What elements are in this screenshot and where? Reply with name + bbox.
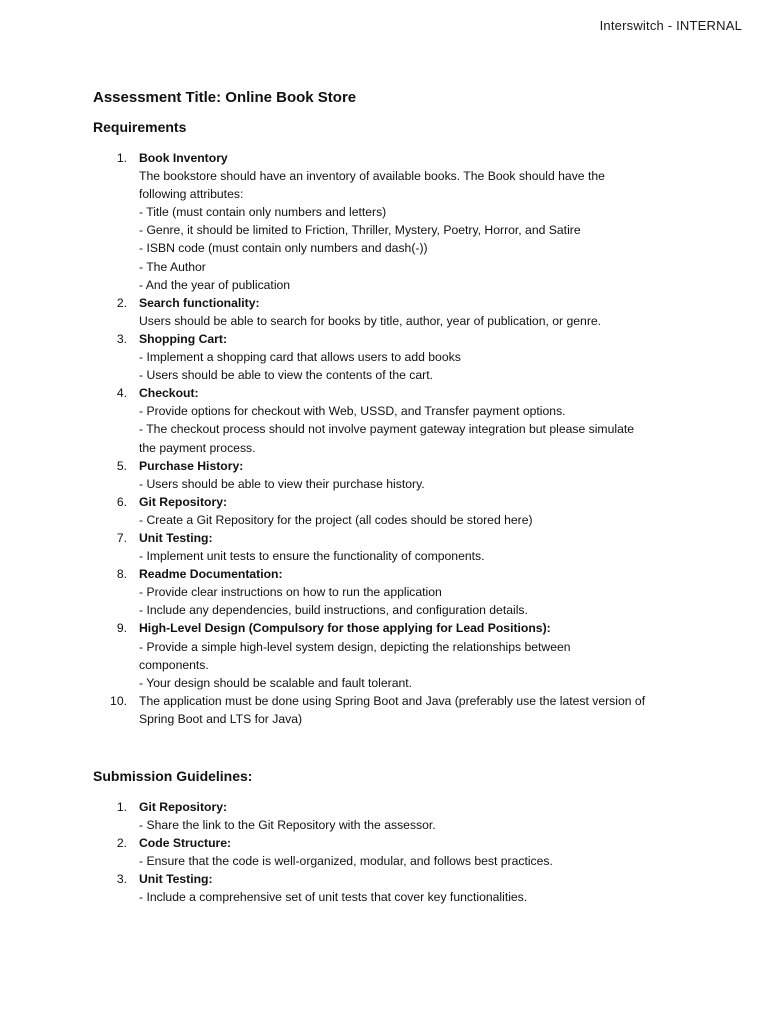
list-item-number: 1. bbox=[116, 800, 127, 814]
list-item-title: Book Inventory bbox=[139, 151, 228, 165]
list-item bbox=[93, 149, 693, 294]
list-item-text: Users should be able to search for books by title, author, year of publication, or genre. bbox=[139, 313, 602, 328]
list-item-number: 9. bbox=[116, 621, 127, 636]
list-item-number: 5. bbox=[116, 458, 127, 473]
list-item-text: - ISBN code (must contain only numbers and dash(-)) bbox=[139, 241, 428, 256]
requirements-list bbox=[93, 149, 693, 728]
list-item bbox=[93, 294, 693, 330]
list-item-title: Git Repository: bbox=[139, 800, 228, 814]
list-item-text: - Create a Git Repository for the project (all codes should be stored here) bbox=[139, 512, 533, 527]
list-item-text: - Provide clear instructions on how to run the application bbox=[139, 585, 442, 600]
list-item-title: Shopping Cart: bbox=[139, 331, 228, 346]
list-item-text: - The checkout process should not involve payment gateway integration but please simulate bbox=[139, 422, 635, 437]
classification-label: Interswitch - INTERNAL bbox=[599, 18, 742, 33]
list-item-text: - And the year of publication bbox=[139, 277, 291, 292]
list-item-text: - Include a comprehensive set of unit tests that cover key functionalities. bbox=[139, 890, 528, 905]
list-item-text: components. bbox=[139, 657, 209, 672]
list-item-text: - Provide a simple high-level system design, depicting the relationships between bbox=[139, 639, 571, 654]
list-item-title: Search functionality: bbox=[139, 295, 260, 310]
list-item bbox=[93, 330, 693, 384]
list-item-text: The bookstore should have an inventory of available books. The Book should have the bbox=[139, 169, 605, 184]
list-item-text: - Users should be able to view the contents of the cart. bbox=[139, 368, 434, 383]
list-item bbox=[93, 798, 693, 834]
list-item-text: - Your design should be scalable and fault tolerant. bbox=[139, 675, 413, 690]
list-item-text: - Users should be able to view their purchase history. bbox=[139, 476, 425, 491]
list-item-text: - Implement unit tests to ensure the functionality of components. bbox=[139, 549, 485, 564]
list-item-text: - Ensure that the code is well-organized, modular, and follows best practices. bbox=[139, 854, 553, 869]
list-item-title: Unit Testing: bbox=[139, 872, 213, 887]
list-item-number: 1. bbox=[116, 151, 127, 165]
list-item bbox=[93, 834, 693, 870]
list-item-text: The application must be done using Spring Boot and Java (preferably use the latest version of bbox=[139, 693, 646, 708]
list-item-title: High-Level Design (Compulsory for those applying for Lead Positions): bbox=[139, 621, 551, 636]
document-page bbox=[93, 88, 693, 907]
list-item bbox=[93, 619, 693, 691]
list-item-number: 8. bbox=[116, 567, 127, 582]
list-item-title: Code Structure: bbox=[139, 836, 232, 851]
list-item-text: - Implement a shopping card that allows users to add books bbox=[139, 350, 461, 365]
list-item-number: 4. bbox=[116, 386, 127, 401]
list-item-text: - Share the link to the Git Repository with the assessor. bbox=[139, 818, 436, 833]
requirements-heading: Requirements bbox=[93, 119, 187, 135]
list-item-number: 3. bbox=[116, 872, 127, 887]
list-item-text: the payment process. bbox=[139, 440, 256, 455]
list-item-number: 3. bbox=[116, 331, 127, 346]
list-item bbox=[93, 384, 693, 456]
list-item-title: Checkout: bbox=[139, 386, 199, 401]
list-item-number: 2. bbox=[116, 836, 127, 851]
list-item-text: - The Author bbox=[139, 259, 206, 274]
list-item bbox=[93, 565, 693, 619]
list-item bbox=[93, 870, 693, 906]
document-title: Assessment Title: Online Book Store bbox=[93, 89, 357, 106]
list-item bbox=[93, 457, 693, 493]
list-item-title: Unit Testing: bbox=[139, 530, 213, 545]
list-item-title: Readme Documentation: bbox=[139, 567, 283, 582]
list-item-text: Spring Boot and LTS for Java) bbox=[139, 711, 303, 726]
list-item-number: 6. bbox=[116, 494, 127, 509]
list-item-text: - Include any dependencies, build instructions, and configuration details. bbox=[139, 603, 528, 618]
list-item-number: 7. bbox=[116, 530, 127, 545]
submission-heading: Submission Guidelines: bbox=[93, 768, 253, 784]
list-item-text: - Provide options for checkout with Web, USSD, and Transfer payment options. bbox=[139, 404, 566, 419]
list-item-text: - Genre, it should be limited to Friction, Thriller, Mystery, Poetry, Horror, and Satire bbox=[139, 223, 581, 238]
list-item-title: Git Repository: bbox=[139, 494, 228, 509]
list-item-text: following attributes: bbox=[139, 187, 244, 202]
submission-list bbox=[93, 798, 693, 907]
list-item bbox=[93, 692, 693, 728]
list-item-number: 2. bbox=[116, 295, 127, 310]
list-item-text: - Title (must contain only numbers and letters) bbox=[139, 205, 387, 220]
list-item-title: Purchase History: bbox=[139, 458, 244, 473]
list-item bbox=[93, 529, 693, 565]
list-item-number: 10. bbox=[110, 693, 127, 708]
list-item bbox=[93, 493, 693, 529]
